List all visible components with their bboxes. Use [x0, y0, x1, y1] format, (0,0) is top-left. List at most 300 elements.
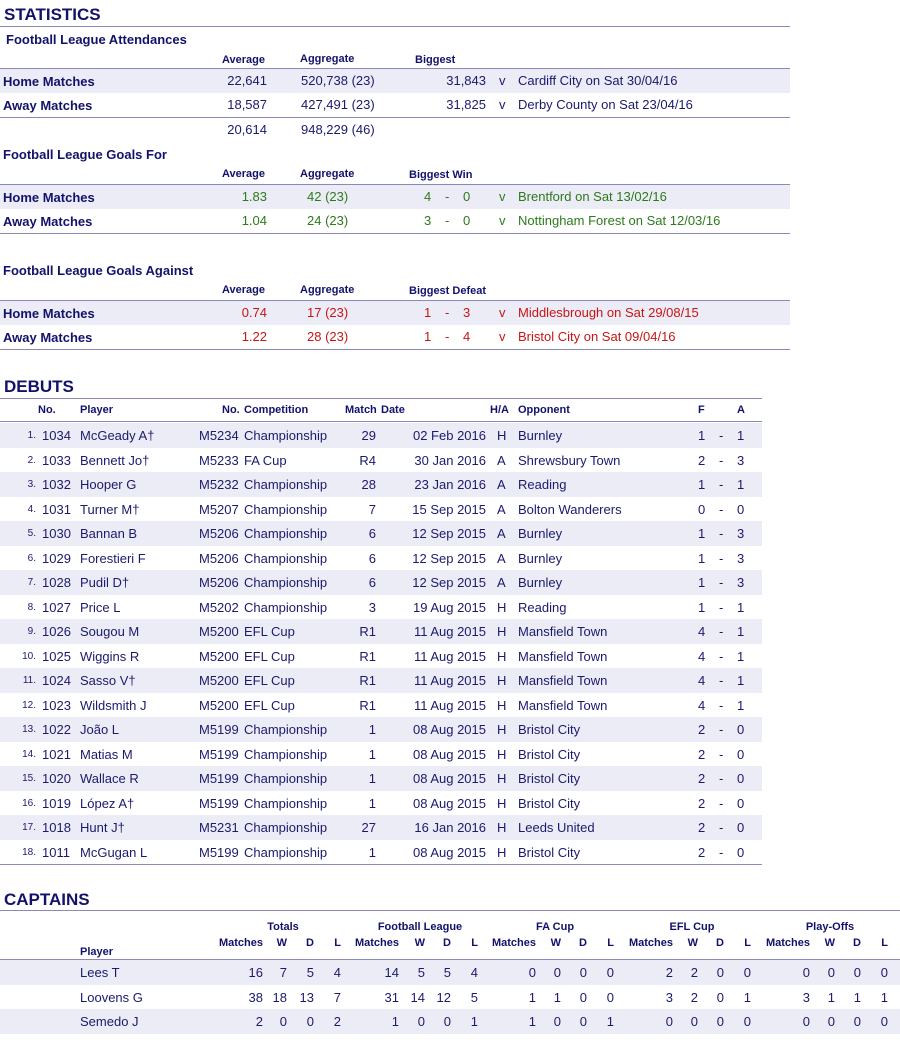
debuts-title: DEBUTS: [4, 377, 74, 396]
opponent: Bristol City: [518, 795, 581, 811]
score-dash: -: [719, 575, 724, 590]
score-dash: -: [719, 648, 724, 664]
captain-stat: 0: [827, 1014, 835, 1029]
competition: Championship: [244, 820, 328, 835]
row-index: 6.: [27, 552, 36, 564]
opponent: Leeds United: [518, 820, 595, 835]
captains-subheader: L: [744, 937, 751, 949]
row-index: 16.: [22, 797, 36, 809]
goals-for: 4: [698, 697, 706, 713]
average-value: 1.22: [241, 329, 267, 344]
captain-stat: 0: [827, 965, 835, 980]
captains-subheader: Matches: [354, 937, 399, 949]
competition: Championship: [244, 477, 328, 492]
match-number: M5200: [199, 673, 239, 688]
match-number: M5199: [199, 746, 239, 762]
competition: EFL Cup: [244, 624, 295, 639]
row-index: 13.: [22, 724, 36, 735]
goals-against: 1: [737, 624, 745, 639]
goals-against: 1: [737, 697, 745, 713]
player-name: Price L: [80, 599, 121, 615]
captains-subheader: Matches: [491, 937, 536, 949]
captains-subheader: W: [824, 937, 835, 949]
average-value: 1.83: [241, 189, 267, 204]
opponent: Mansfield Town: [518, 697, 608, 713]
captain-stat: 0: [579, 965, 587, 980]
player-name: Pudil D†: [80, 575, 130, 590]
divider: [0, 26, 790, 27]
home-away: H: [497, 820, 507, 835]
captains-title: CAPTAINS: [4, 890, 90, 909]
row-label: Away Matches: [3, 98, 93, 113]
match-date: 08 Aug 2015: [412, 795, 486, 811]
goals-against: 3: [737, 526, 745, 541]
captain-stat: 1: [553, 989, 561, 1005]
player-name: Turner M†: [80, 501, 140, 517]
match-date: 11 Aug 2015: [413, 697, 486, 713]
competition: FA Cup: [244, 452, 287, 468]
score-dash: -: [719, 550, 724, 566]
row-index: 12.: [22, 699, 36, 711]
goals-for: 1: [698, 599, 706, 615]
opponent: Bristol City: [518, 746, 581, 762]
opponent: Bristol City: [518, 722, 581, 737]
competition: Championship: [244, 550, 328, 566]
home-away: A: [497, 550, 506, 566]
match-detail: Middlesbrough on Sat 29/08/15: [518, 305, 699, 320]
row-index: 15.: [22, 773, 36, 784]
captain-stat: 0: [579, 989, 587, 1005]
home-away: H: [497, 844, 507, 860]
score-dash: -: [445, 305, 450, 320]
score-dash: -: [719, 501, 724, 517]
divider: [0, 864, 762, 865]
row-index: 10.: [22, 650, 36, 662]
captain-stat: 5: [443, 965, 451, 980]
match-date: 12 Sep 2015: [412, 526, 486, 541]
home-away: H: [497, 795, 507, 811]
header-biggest-defeat: Biggest Defeat: [409, 285, 487, 297]
captains-group-header: Totals: [267, 921, 299, 933]
goals-for: 1: [698, 477, 706, 492]
match-date: 11 Aug 2015: [413, 648, 486, 664]
header-average: Average: [222, 168, 266, 180]
match-round: 1: [368, 771, 376, 786]
match-detail: Bristol City on Sat 09/04/16: [518, 329, 676, 344]
match-number: M5206: [199, 526, 239, 541]
competition: EFL Cup: [244, 697, 295, 713]
captain-stat: 5: [470, 989, 478, 1005]
score-dash: -: [719, 673, 724, 688]
home-away: H: [497, 722, 507, 737]
match-number: M5200: [199, 648, 239, 664]
goals-against: 0: [737, 746, 745, 762]
captain-stat: 0: [665, 1014, 673, 1029]
row-index: 8.: [27, 601, 36, 613]
player-name: Forestieri F: [80, 550, 146, 566]
captain-stat: 0: [306, 1014, 314, 1029]
score-against: 0: [463, 213, 471, 228]
header-ha: H/A: [490, 404, 509, 416]
home-away: H: [497, 697, 507, 713]
score-for: 3: [424, 213, 432, 228]
captain-name: Loovens G: [80, 989, 143, 1005]
header-competition: Competition: [244, 404, 309, 416]
home-away: H: [497, 428, 507, 443]
opponent: Reading: [518, 477, 567, 492]
divider: [0, 910, 900, 911]
home-away: A: [497, 452, 506, 468]
header-aggregate: Aggregate: [300, 284, 355, 296]
match-round: R1: [359, 624, 376, 639]
row-index: 14.: [22, 748, 36, 760]
goals-for: 1: [698, 526, 706, 541]
player-name: Bannan B: [80, 526, 138, 541]
divider: [0, 421, 762, 422]
captain-stat: 38: [248, 989, 263, 1005]
captain-stat: 0: [743, 965, 751, 980]
goals-for: 4: [698, 648, 706, 664]
captain-stat: 0: [853, 965, 861, 980]
average-value: 1.04: [241, 213, 267, 228]
captain-stat: 1: [853, 989, 861, 1005]
captain-stat: 0: [553, 965, 561, 980]
attendance-title: Football League Attendances: [6, 32, 187, 47]
match-date: 08 Aug 2015: [412, 746, 486, 762]
match-date: 11 Aug 2015: [413, 673, 486, 688]
home-away: H: [497, 771, 507, 786]
goals-against: 1: [737, 599, 745, 615]
home-away: A: [497, 526, 506, 541]
score-dash: -: [719, 795, 724, 811]
goals-against: 1: [737, 648, 745, 664]
captain-stat: 14: [384, 965, 399, 980]
score-dash: -: [445, 329, 450, 344]
captain-stat: 0: [716, 965, 724, 980]
competition: Championship: [244, 722, 328, 737]
player-name: Sougou M: [80, 624, 140, 639]
aggregate-value: 28 (23): [307, 329, 349, 344]
biggest-value: 31,843: [446, 73, 486, 88]
score-dash: -: [719, 746, 724, 762]
captains-group-header: Play-Offs: [805, 921, 855, 933]
goals-against: 0: [737, 844, 745, 860]
goals-for: 2: [698, 746, 706, 762]
aggregate-value: 24 (23): [307, 213, 349, 228]
goals-against: 1: [737, 673, 745, 688]
goals-for: 2: [698, 452, 706, 468]
score-for: 1: [424, 329, 432, 344]
goals-for: 2: [698, 820, 706, 835]
match-number: M5199: [199, 844, 239, 860]
row-index: 17.: [22, 822, 36, 833]
captain-stat: 14: [410, 989, 425, 1005]
opponent: Reading: [518, 599, 567, 615]
match-date: 02 Feb 2016: [412, 428, 486, 443]
debut-number: 1023: [42, 697, 71, 713]
captains-subheader: Matches: [218, 937, 263, 949]
captains-subheader: D: [443, 937, 451, 949]
header-aggregate: Aggregate: [300, 53, 355, 65]
competition: Championship: [244, 428, 328, 443]
player-name: McGugan L: [80, 844, 148, 860]
header-aggregate: Aggregate: [300, 168, 355, 180]
score-against: 3: [463, 305, 471, 320]
goals-for: 2: [698, 795, 706, 811]
match-date: 08 Aug 2015: [412, 722, 486, 737]
versus: v: [499, 189, 506, 204]
header-a: A: [737, 404, 745, 416]
total-aggregate: 948,229 (46): [301, 122, 375, 137]
captain-stat: 0: [417, 1014, 425, 1029]
statistics-title: STATISTICS: [4, 5, 101, 24]
header-biggest: Biggest: [415, 54, 456, 66]
total-average: 20,614: [227, 122, 267, 137]
captain-stat: 1: [743, 989, 751, 1005]
captain-stat: 1: [528, 1014, 536, 1029]
debut-number: 1021: [42, 746, 71, 762]
competition: Championship: [244, 795, 328, 811]
captains-subheader: D: [579, 937, 587, 949]
captain-stat: 1: [880, 989, 888, 1005]
row-index: 11.: [22, 675, 36, 686]
average-value: 18,587: [227, 97, 267, 112]
competition: Championship: [244, 526, 328, 541]
captain-stat: 18: [272, 989, 287, 1005]
score-dash: -: [445, 189, 450, 204]
competition: Championship: [244, 501, 328, 517]
score-against: 0: [463, 189, 471, 204]
row-index: 9.: [27, 626, 36, 637]
player-name: Bennett Jo†: [80, 452, 150, 468]
match-date: 12 Sep 2015: [412, 575, 486, 590]
score-dash: -: [719, 428, 724, 443]
captain-stat: 1: [827, 989, 835, 1005]
match-round: R1: [359, 648, 376, 664]
match-round: 3: [368, 599, 376, 615]
row-band: [0, 185, 790, 209]
divider: [0, 117, 790, 118]
goals-for: 0: [698, 501, 706, 517]
captain-stat: 3: [665, 989, 673, 1005]
goals-against: 3: [737, 452, 745, 468]
captain-name: Lees T: [80, 965, 120, 980]
aggregate-value: 427,491 (23): [301, 97, 375, 112]
captain-stat: 0: [553, 1014, 561, 1029]
home-away: A: [497, 575, 506, 590]
aggregate-value: 42 (23): [307, 189, 349, 204]
captains-subheader: W: [276, 937, 287, 949]
competition: Championship: [244, 599, 328, 615]
opponent: Shrewsbury Town: [518, 452, 621, 468]
row-label: Away Matches: [3, 214, 93, 229]
opponent: Mansfield Town: [518, 624, 608, 639]
captains-subheader: D: [716, 937, 724, 949]
debut-number: 1032: [42, 477, 71, 492]
average-value: 22,641: [227, 73, 267, 88]
debut-number: 1019: [42, 795, 71, 811]
match-date: 19 Aug 2015: [412, 599, 486, 615]
captains-subheader: L: [881, 937, 888, 949]
captain-stat: 0: [279, 1014, 287, 1029]
goals-for: 4: [698, 673, 706, 688]
goals-against: 0: [737, 795, 745, 811]
match-round: 1: [368, 722, 376, 737]
debut-number: 1033: [42, 452, 71, 468]
home-away: H: [497, 673, 507, 688]
competition: Championship: [244, 844, 328, 860]
competition: Championship: [244, 746, 328, 762]
match-round: 6: [368, 550, 376, 566]
goals-for: 1: [698, 575, 706, 590]
score-dash: -: [719, 452, 724, 468]
goals-against: 0: [737, 771, 745, 786]
debut-number: 1029: [42, 550, 71, 566]
goals-against: 3: [737, 575, 745, 590]
captain-stat: 7: [279, 965, 287, 980]
home-away: A: [497, 501, 506, 517]
opponent: Burnley: [518, 550, 563, 566]
captain-stat: 0: [443, 1014, 451, 1029]
match-round: 28: [361, 477, 376, 492]
row-index: 1.: [27, 430, 36, 441]
goals-for: 2: [698, 722, 706, 737]
goals-against: 1: [737, 428, 745, 443]
match-date: 11 Aug 2015: [413, 624, 486, 639]
home-away: H: [497, 599, 507, 615]
captain-stat: 0: [606, 989, 614, 1005]
goals-against: 1: [737, 477, 745, 492]
match-number: M5231: [199, 820, 239, 835]
captain-stat: 0: [880, 965, 888, 980]
header-average: Average: [222, 284, 266, 296]
score-dash: -: [719, 697, 724, 713]
captain-stat: 2: [690, 965, 698, 980]
captains-subheader: L: [607, 937, 614, 949]
goals-for: 1: [698, 550, 706, 566]
captain-stat: 0: [716, 1014, 724, 1029]
row-index: 18.: [22, 846, 36, 858]
captains-subheader: Matches: [765, 937, 810, 949]
opponent: Burnley: [518, 575, 563, 590]
versus: v: [499, 97, 506, 112]
score-dash: -: [445, 213, 450, 228]
captains-subheader: W: [414, 937, 425, 949]
match-date: 08 Aug 2015: [412, 771, 486, 786]
captain-stat: 0: [579, 1014, 587, 1029]
match-date: 15 Sep 2015: [412, 501, 486, 517]
match-round: R1: [359, 697, 376, 713]
competition: Championship: [244, 575, 328, 590]
goals-for: 1: [698, 428, 706, 443]
match-date: 23 Jan 2016: [414, 477, 486, 492]
debut-number: 1031: [42, 501, 71, 517]
debut-number: 1030: [42, 526, 71, 541]
debut-number: 1020: [42, 771, 71, 786]
score-for: 4: [424, 189, 432, 204]
row-label: Home Matches: [3, 190, 95, 205]
player-name: Hooper G: [80, 477, 137, 492]
captains-subheader: Matches: [628, 937, 673, 949]
player-name: Wallace R: [80, 771, 139, 786]
captain-stat: 2: [333, 1014, 341, 1029]
goals-against: 0: [737, 722, 745, 737]
goals-against: 0: [737, 820, 745, 835]
biggest-value: 31,825: [446, 97, 486, 112]
score-dash: -: [719, 844, 724, 860]
captain-stat: 16: [248, 965, 263, 980]
score-dash: -: [719, 722, 724, 737]
match-date: 30 Jan 2016: [414, 452, 486, 468]
match-number: M5233: [199, 452, 239, 468]
captain-stat: 4: [333, 965, 341, 980]
captain-stat: 1: [470, 1014, 478, 1029]
debut-number: 1024: [42, 673, 71, 688]
match-round: 27: [361, 820, 376, 835]
match-number: M5206: [199, 575, 239, 590]
captain-stat: 0: [743, 1014, 751, 1029]
opponent: Bristol City: [518, 771, 581, 786]
versus: v: [499, 329, 506, 344]
goals-against: 0: [737, 501, 745, 517]
row-label: Home Matches: [3, 74, 95, 89]
player-name: López A†: [80, 795, 135, 811]
header-average: Average: [222, 54, 266, 66]
match-number: M5202: [199, 599, 239, 615]
captain-stat: 1: [528, 989, 536, 1005]
versus: v: [499, 305, 506, 320]
captain-stat: 13: [299, 989, 314, 1005]
score-dash: -: [719, 477, 724, 492]
captain-stat: 2: [255, 1014, 263, 1029]
player-name: McGeady A†: [80, 428, 155, 443]
captain-stat: 0: [880, 1014, 888, 1029]
match-round: 7: [368, 501, 376, 517]
player-name: João L: [80, 722, 120, 737]
score-for: 1: [424, 305, 432, 320]
row-index: 5.: [27, 528, 36, 539]
debut-number: 1027: [42, 599, 71, 615]
divider: [0, 233, 790, 234]
match-round: 6: [368, 575, 376, 590]
header-date: Date: [381, 404, 405, 416]
goals-for: 2: [698, 844, 706, 860]
match-round: R4: [359, 452, 376, 468]
header-no: No.: [38, 404, 56, 416]
captain-stat: 0: [528, 965, 536, 980]
competition: Championship: [244, 771, 328, 786]
debut-number: 1028: [42, 575, 71, 590]
home-away: A: [497, 477, 506, 492]
goals-against: 3: [737, 550, 745, 566]
captain-stat: 2: [690, 989, 698, 1005]
captains-subheader: L: [334, 937, 341, 949]
captain-stat: 0: [606, 965, 614, 980]
goals-for: 2: [698, 771, 706, 786]
captain-stat: 31: [384, 989, 399, 1005]
match-detail: Brentford on Sat 13/02/16: [518, 189, 667, 204]
captains-subheader: D: [853, 937, 861, 949]
match-number: M5200: [199, 697, 239, 713]
match-number: M5234: [199, 428, 239, 443]
debut-number: 1011: [42, 844, 70, 860]
score-dash: -: [719, 526, 724, 541]
captains-subheader: W: [687, 937, 698, 949]
captains-group-header: FA Cup: [535, 921, 575, 933]
captain-stat: 0: [690, 1014, 698, 1029]
header-biggest-win: Biggest Win: [409, 169, 473, 181]
captains-subheader: D: [306, 937, 314, 949]
